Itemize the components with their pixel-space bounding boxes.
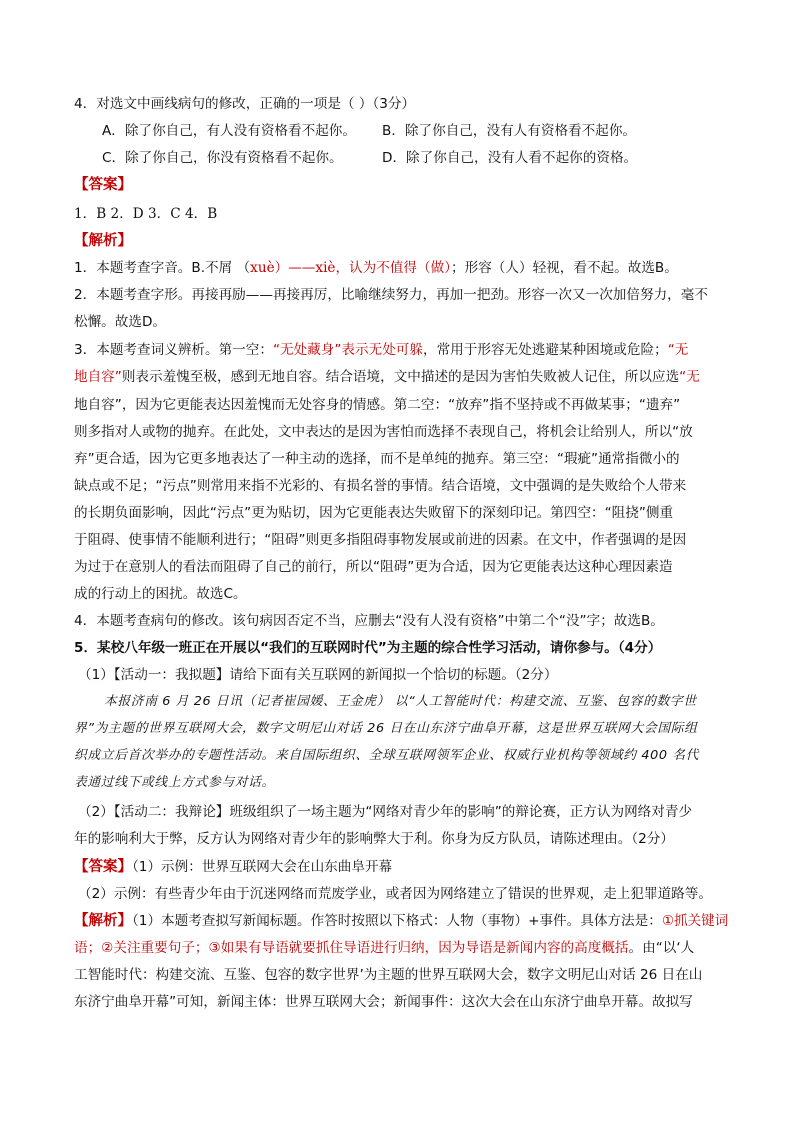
analysis-item-2-line-2: 松懈。故选D。 [74, 314, 167, 330]
analysis-item-3-line-1 [74, 340, 688, 360]
analysis-item-3-line-10: 成的行动上的困扰。故选C。 [74, 586, 247, 602]
analysis-3-highlight: “无处藏身”表示无处可躲 [272, 342, 423, 358]
answer-header-2: 【答案】 [74, 859, 132, 875]
analysis-header-2: 【解析】 [74, 913, 132, 929]
analysis-1-text: 1．本题考查字音。B.不屑 （ [74, 260, 251, 276]
activity-1-prompt: （1）【活动一：我拟题】请给下面有关互联网的新闻拟一个恰切的标题。（2分） [78, 667, 558, 683]
analysis-2-line-2 [74, 938, 694, 958]
news-passage-line-2: 界”为主题的世界互联网大会，数字文明尼山对话 26 日在山东济宁曲阜开幕，这是世界互联网大会国际组 [74, 721, 698, 736]
question-4-options-row-1 [102, 121, 636, 141]
analysis-3-highlight-2: “无 [667, 342, 689, 358]
analysis-3-highlight-4: “无 [679, 369, 700, 385]
analysis-item-2-line-1: 2．本题考查字形。再接再励——再接再厉，比喻继续努力，再加一把劲。形容一次又一次加倍努力，毫不 [74, 287, 708, 303]
analysis-item-4: 4．本题考查病句的修改。该句病因否定不当，应删去“没有人没有资格”中第二个“没”字；故选B。 [74, 613, 664, 629]
analysis-1-highlight: xuè）——xiè，认为不值得（做） [250, 260, 452, 276]
analysis-2-text-2: 。由“以‘人 [628, 940, 695, 956]
option-c: C．除了你自己，你没有资格看不起你。 [102, 150, 343, 166]
analysis-item-3-line-2 [74, 367, 700, 387]
analysis-item-3-line-6: 缺点或不足；“污点”则常用来指不光彩的、有损名誉的事情。结合语境，文中强调的是失败给个人带来 [74, 478, 687, 494]
analysis-item-3-line-3: 地自容”，因为它更能表达因羞愧而无处容身的情感。第二空：“放弃”指不坚持或不再做某事；“遗弃” [74, 397, 681, 413]
answer-2-line-1 [74, 857, 392, 877]
option-d: D．除了你自己，没有人看不起你的资格。 [382, 150, 638, 166]
analysis-3-text-3: 则表示羞愧至极，感到无地自容。结合语境，文中描述的是因为害怕失败被人记住，所以应选 [121, 369, 680, 385]
news-passage-line-3: 织成立后首次举办的专题性活动。来自国际组织、全球互联网领军企业、权威行业机构等领域约 400 名代 [74, 748, 700, 763]
activity-2-prompt-line-1: （2）【活动二：我辩论】班级组织了一场主题为“网络对青少年的影响”的辩论赛，正方认为网络对青少 [78, 804, 693, 820]
option-b: B．除了你自己，没有人有资格看不起你。 [382, 123, 637, 139]
analysis-item-3-line-7: 的长期负面影响，因此“污点”更为贴切，因为它更能表达失败留下的深刻印记。第四空：“阻挠”侧重 [74, 505, 674, 521]
question-4-options-row-2 [102, 148, 637, 168]
news-passage-line-4: 表通过线下或线上方式参与对话。 [74, 775, 275, 790]
analysis-header: 【解析】 [74, 233, 132, 249]
analysis-item-3-line-8: 于阻碍、使事情不能顺利进行；“阻碍”则更多指阻碍事物发展或前进的因素。在文中，作者强调的是因 [74, 532, 687, 548]
analysis-1-text-end: ；形容（人）轻视，看不起。故选B。 [451, 260, 678, 276]
answer-2-text: （1）示例：世界互联网大会在山东曲阜开幕 [132, 859, 393, 875]
analysis-item-3-line-5: 弃”更合适，因为它更多地表达了一种主动的选择，而不是单纯的抛弃。第三空：“瑕疵”通常指微小的 [74, 451, 680, 467]
news-passage-line-1: 本报济南 6 月 26 日讯（记者崔园媛、王金虎） 以“人工智能时代：构建交流、互鉴、包容的数字世 [104, 694, 697, 709]
question-4-stem: 4．对选文中画线病句的修改，正确的一项是（ ）（3分） [74, 96, 416, 112]
analysis-3-highlight-3: 地自容” [74, 369, 122, 385]
analysis-item-3-line-9: 为过于在意别人的看法而阻碍了自己的前行，所以“阻碍”更为合适，因为它更能表达这种心理因素造 [74, 559, 673, 575]
analysis-3-text-2: ，常用于形容无处逃避某种困境或危险； [423, 342, 668, 358]
analysis-2-text: （1）本题考查拟写新闻标题。作答时按照以下格式：人物（事物）+事件。具体方法是： [132, 913, 662, 929]
analysis-2-line-4: 东济宁曲阜开幕”可知，新闻主体：世界互联网大会；新闻事件：这次大会在山东济宁曲阜开幕。故拟写 [74, 994, 693, 1010]
analysis-item-1 [74, 258, 678, 278]
analysis-2-highlight: ①抓关键词 [661, 913, 729, 929]
analysis-2-line-3: 工智能时代：构建交流、互鉴、包容的数字世界’为主题的世界互联网大会，数字文明尼山对话 26 日在山 [74, 967, 703, 983]
analysis-2-highlight-2: 语；②关注重要句子；③如果有导语就要抓住导语进行归纳，因为导语是新闻内容的高度概括 [74, 940, 629, 956]
answer-header: 【答案】 [74, 177, 132, 193]
analysis-3-text: 3．本题考查词义辨析。第一空： [74, 342, 273, 358]
analysis-2-line-1 [74, 911, 728, 931]
answer-2-line-2: （2）示例：有些青少年由于沉迷网络而荒废学业，或者因为网络建立了错误的世界观，走上犯罪道路等。 [78, 886, 712, 902]
analysis-item-3-line-4: 则多指对人或物的抛弃。在此处，文中表达的是因为害怕而选择不表现自己，将机会让给别人，所以“放 [74, 424, 693, 440]
option-a: A．除了你自己，有人没有资格看不起你。 [102, 123, 356, 139]
activity-2-prompt-line-2: 年的影响利大于弊，反方认为网络对青少年的影响弊大于利。你身为反方队员，请陈述理由。（2分） [74, 831, 674, 847]
answer-list: 1．B 2．D 3．C 4．B [74, 206, 218, 222]
question-5-stem: 5．某校八年级一班正在开展以“我们的互联网时代”为主题的综合性学习活动，请你参与。（4分） [74, 640, 662, 656]
